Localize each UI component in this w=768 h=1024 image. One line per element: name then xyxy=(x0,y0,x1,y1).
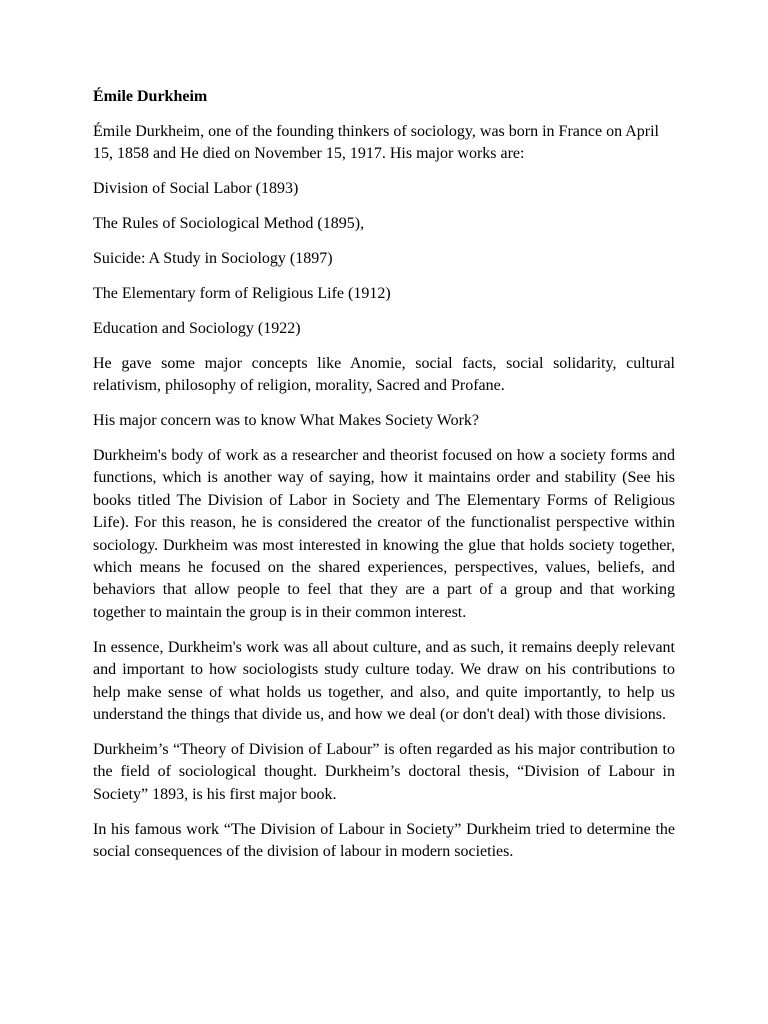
concepts-paragraph: He gave some major concepts like Anomie, social facts, social solidarity, cultural relativism, philosophy of religion, morality, Sacred and Profane. xyxy=(93,354,675,395)
body-paragraph: Durkheim's body of work as a researcher and theorist focused on how a society forms and functions, which is another way of saying, how it maintains order and stability (See his books titled The Division of Labor in Society and The Elementary Forms of Religious Life). For this reason, he is considered the creator of the functionalist perspective within sociology. Durkheim was most interested in knowing the glue that holds society together, which means he focused on the shared experiences, perspectives, values, beliefs, and behaviors that allow people to feel that they are a part of a group and that working together to maintain the group is in their common interest. xyxy=(93,446,675,621)
works-list-item: Suicide: A Study in Sociology (1897) xyxy=(93,250,333,268)
document-page xyxy=(93,86,675,876)
body-paragraph: In his famous work “The Division of Labour in Society” Durkheim tried to determine the social consequences of the division of labour in modern societies. xyxy=(93,820,675,860)
concern-paragraph: His major concern was to know What Makes Society Work? xyxy=(93,412,480,430)
works-list-item: The Elementary form of Religious Life (1912) xyxy=(93,284,391,302)
body-paragraph: In essence, Durkheim's work was all about culture, and as such, it remains deeply relevant and important to how sociologists study culture today. We draw on his contributions to help make sense of what holds us together, and also, and quite importantly, to help us understand the things that divide us, and how we deal (or don't deal) with those divisions. xyxy=(93,638,675,723)
works-list-item: Division of Social Labor (1893) xyxy=(93,180,299,198)
works-list-item: The Rules of Sociological Method (1895), xyxy=(93,215,365,233)
works-list-item: Education and Sociology (1922) xyxy=(93,319,301,337)
intro-paragraph: Émile Durkheim, one of the founding thinkers of sociology, was born in France on April 15, 1858 and He died on November 15, 1917. His major works are: xyxy=(93,122,659,163)
document-title: Émile Durkheim xyxy=(93,88,208,105)
body-paragraph: Durkheim’s “Theory of Division of Labour” is often regarded as his major contribution to the field of sociological thought. Durkheim’s doctoral thesis, “Division of Labour in Society” 1893, is his first major book. xyxy=(93,740,675,803)
